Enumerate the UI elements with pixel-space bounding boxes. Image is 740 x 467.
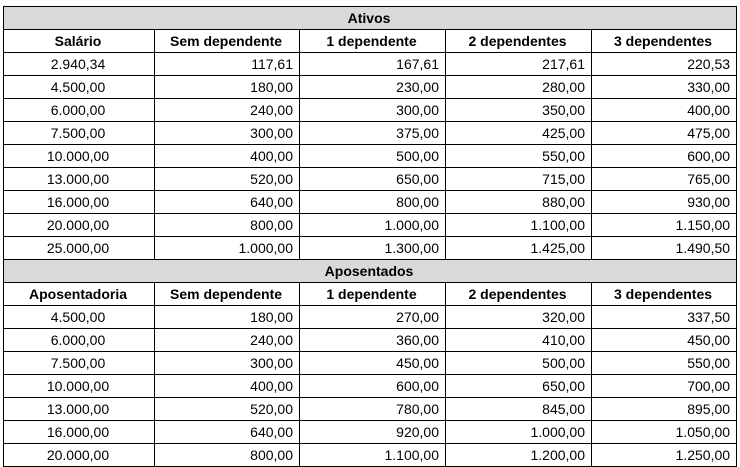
- table-row: [4, 214, 737, 237]
- table-row: [4, 168, 737, 191]
- table-cell: 800,00: [155, 214, 300, 237]
- table-cell: 920,00: [300, 421, 446, 444]
- table-cell: 425,00: [446, 122, 592, 145]
- column-header: 2 dependentes: [446, 30, 592, 53]
- table-cell: 845,00: [446, 398, 592, 421]
- table-cell: 550,00: [446, 145, 592, 168]
- table-body: [4, 7, 737, 467]
- aposentados-header-row: [4, 283, 737, 306]
- table-cell: 1.200,00: [446, 444, 592, 467]
- table-cell: 895,00: [592, 398, 737, 421]
- table-row: [4, 398, 737, 421]
- table-cell: 930,00: [592, 191, 737, 214]
- table-cell: 1.100,00: [300, 444, 446, 467]
- table-cell: 450,00: [592, 329, 737, 352]
- table-cell: 1.490,50: [592, 237, 737, 260]
- table-cell: 1.425,00: [446, 237, 592, 260]
- base-value-cell: 13.000,00: [4, 168, 155, 191]
- table-row: [4, 237, 737, 260]
- table-cell: 700,00: [592, 375, 737, 398]
- table-cell: 400,00: [592, 99, 737, 122]
- table-cell: 350,00: [446, 99, 592, 122]
- base-value-cell: 10.000,00: [4, 375, 155, 398]
- table-cell: 650,00: [300, 168, 446, 191]
- base-value-cell: 4.500,00: [4, 76, 155, 99]
- table-cell: 800,00: [300, 191, 446, 214]
- table-cell: 300,00: [155, 352, 300, 375]
- table-cell: 640,00: [155, 191, 300, 214]
- table-cell: 180,00: [155, 76, 300, 99]
- base-value-cell: 16.000,00: [4, 421, 155, 444]
- table-cell: 1.100,00: [446, 214, 592, 237]
- column-header: 3 dependentes: [592, 30, 737, 53]
- table-row: [4, 375, 737, 398]
- ativos-title-row: [4, 7, 737, 30]
- base-value-cell: 2.940,34: [4, 53, 155, 76]
- table-cell: 280,00: [446, 76, 592, 99]
- table-cell: 1.050,00: [592, 421, 737, 444]
- table-cell: 550,00: [592, 352, 737, 375]
- column-header: Aposentadoria: [4, 283, 155, 306]
- table-cell: 1.000,00: [446, 421, 592, 444]
- table-row: [4, 352, 737, 375]
- table-cell: 337,50: [592, 306, 737, 329]
- table-cell: 765,00: [592, 168, 737, 191]
- table-cell: 375,00: [300, 122, 446, 145]
- table-cell: 360,00: [300, 329, 446, 352]
- column-header: 1 dependente: [300, 30, 446, 53]
- table-cell: 180,00: [155, 306, 300, 329]
- table-row: [4, 329, 737, 352]
- base-value-cell: 20.000,00: [4, 214, 155, 237]
- aposentados-title-row: [4, 260, 737, 283]
- table-row: [4, 76, 737, 99]
- contribution-table: [3, 6, 737, 467]
- table-cell: 240,00: [155, 329, 300, 352]
- table-row: [4, 53, 737, 76]
- column-header: Sem dependente: [155, 283, 300, 306]
- table-cell: 520,00: [155, 168, 300, 191]
- table-row: [4, 421, 737, 444]
- table-row: [4, 145, 737, 168]
- table-cell: 400,00: [155, 375, 300, 398]
- table-cell: 880,00: [446, 191, 592, 214]
- base-value-cell: 7.500,00: [4, 122, 155, 145]
- table-cell: 640,00: [155, 421, 300, 444]
- table-cell: 780,00: [300, 398, 446, 421]
- table-cell: 450,00: [300, 352, 446, 375]
- table-cell: 1.000,00: [300, 214, 446, 237]
- table-cell: 800,00: [155, 444, 300, 467]
- table-row: [4, 306, 737, 329]
- ativos-header-row: [4, 30, 737, 53]
- table-cell: 715,00: [446, 168, 592, 191]
- table-cell: 270,00: [300, 306, 446, 329]
- table-cell: 1.250,00: [592, 444, 737, 467]
- table-row: [4, 99, 737, 122]
- base-value-cell: 25.000,00: [4, 237, 155, 260]
- column-header: 3 dependentes: [592, 283, 737, 306]
- base-value-cell: 13.000,00: [4, 398, 155, 421]
- base-value-cell: 10.000,00: [4, 145, 155, 168]
- base-value-cell: 6.000,00: [4, 329, 155, 352]
- table-cell: 650,00: [446, 375, 592, 398]
- table-cell: 320,00: [446, 306, 592, 329]
- table-cell: 117,61: [155, 53, 300, 76]
- base-value-cell: 16.000,00: [4, 191, 155, 214]
- table-cell: 1.150,00: [592, 214, 737, 237]
- column-header: Salário: [4, 30, 155, 53]
- table-cell: 500,00: [300, 145, 446, 168]
- table-cell: 1.000,00: [155, 237, 300, 260]
- table-row: [4, 444, 737, 467]
- base-value-cell: 7.500,00: [4, 352, 155, 375]
- column-header: 2 dependentes: [446, 283, 592, 306]
- table-row: [4, 122, 737, 145]
- ativos-section-title: Ativos: [4, 7, 737, 30]
- table-cell: 1.300,00: [300, 237, 446, 260]
- table-row: [4, 191, 737, 214]
- table-cell: 300,00: [155, 122, 300, 145]
- table-cell: 230,00: [300, 76, 446, 99]
- aposentados-section-title: Aposentados: [4, 260, 737, 283]
- table-cell: 330,00: [592, 76, 737, 99]
- table-cell: 600,00: [300, 375, 446, 398]
- base-value-cell: 4.500,00: [4, 306, 155, 329]
- table-cell: 600,00: [592, 145, 737, 168]
- table-cell: 500,00: [446, 352, 592, 375]
- table-cell: 475,00: [592, 122, 737, 145]
- table-cell: 410,00: [446, 329, 592, 352]
- table-cell: 220,53: [592, 53, 737, 76]
- table-cell: 520,00: [155, 398, 300, 421]
- column-header: Sem dependente: [155, 30, 300, 53]
- base-value-cell: 20.000,00: [4, 444, 155, 467]
- table-cell: 300,00: [300, 99, 446, 122]
- table-cell: 400,00: [155, 145, 300, 168]
- table-cell: 217,61: [446, 53, 592, 76]
- base-value-cell: 6.000,00: [4, 99, 155, 122]
- column-header: 1 dependente: [300, 283, 446, 306]
- table-cell: 240,00: [155, 99, 300, 122]
- table-cell: 167,61: [300, 53, 446, 76]
